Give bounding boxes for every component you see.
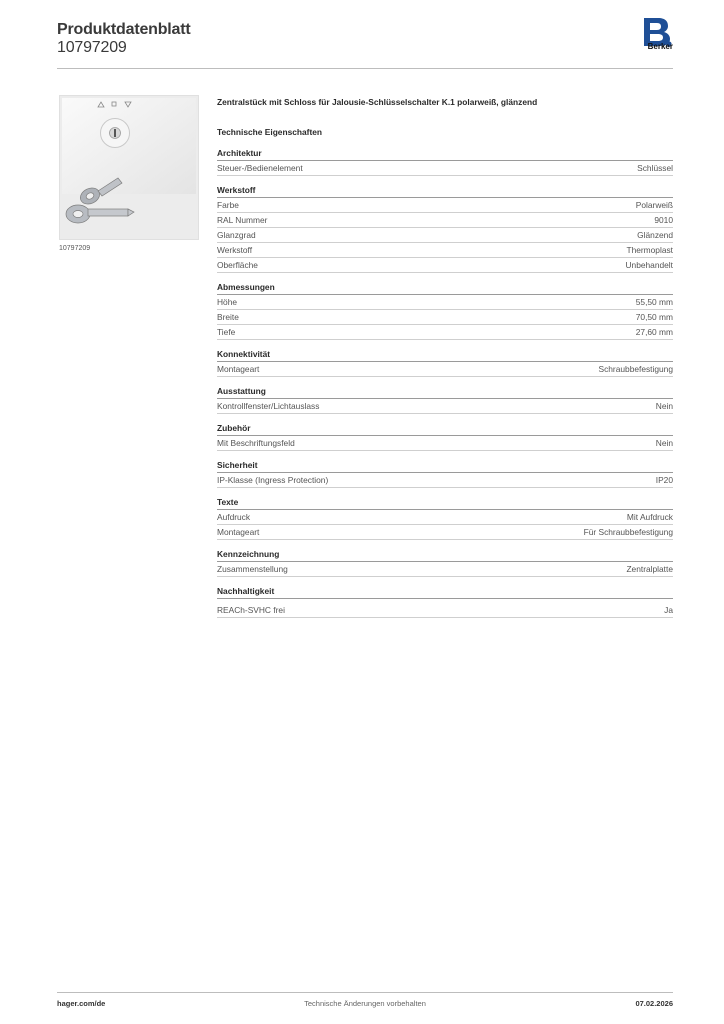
property-row (217, 228, 673, 243)
property-label: Kontrollfenster/Lichtauslass (217, 401, 320, 411)
section-title: Konnektivität (217, 348, 673, 362)
property-row (217, 325, 673, 340)
footer-disclaimer: Technische Änderungen vorbehalten (304, 999, 426, 1008)
property-row (217, 525, 673, 540)
property-row (217, 258, 673, 273)
property-row (217, 562, 673, 577)
brand-name: Berker (647, 42, 673, 51)
property-row (217, 399, 673, 414)
property-label: REACh-SVHC frei (217, 605, 285, 615)
property-row (217, 198, 673, 213)
property-label: Tiefe (217, 327, 236, 337)
property-value: 9010 (654, 215, 673, 225)
page-footer (57, 992, 673, 1017)
property-label: RAL Nummer (217, 215, 268, 225)
property-label: Montageart (217, 364, 260, 374)
section-kennzeichnung (217, 548, 673, 577)
section-title: Architektur (217, 147, 673, 161)
section-title: Texte (217, 496, 673, 510)
property-label: Werkstoff (217, 245, 253, 255)
property-row (217, 362, 673, 377)
property-value: Unbehandelt (625, 260, 673, 270)
property-value: 70,50 mm (635, 312, 673, 322)
section-title: Sicherheit (217, 459, 673, 473)
document-title: Produktdatenblatt (57, 21, 191, 38)
property-label: Höhe (217, 297, 238, 307)
property-row (217, 295, 673, 310)
property-value: Glänzend (637, 230, 673, 240)
footer-website: hager.com/de (57, 999, 106, 1008)
property-value: IP20 (655, 475, 673, 485)
properties-heading: Technische Eigenschaften (217, 127, 323, 137)
property-value: 55,50 mm (635, 297, 673, 307)
property-row (217, 161, 673, 176)
property-value: 27,60 mm (635, 327, 673, 337)
key-switch-product-photo-icon (60, 96, 198, 239)
property-value: Thermoplast (626, 245, 673, 255)
section-title: Zubehör (217, 422, 673, 436)
property-row (217, 243, 673, 258)
section-konnektivitaet (217, 348, 673, 377)
property-value: Polarweiß (635, 200, 673, 210)
footer-date: 07.02.2026 (635, 999, 673, 1008)
property-value: Schlüssel (637, 163, 673, 173)
property-row (217, 510, 673, 525)
property-label: Aufdruck (217, 512, 251, 522)
section-zubehoer (217, 422, 673, 451)
section-texte (217, 496, 673, 540)
product-image (59, 95, 199, 240)
property-row (217, 310, 673, 325)
property-label: Zusammenstellung (217, 564, 288, 574)
section-title: Werkstoff (217, 184, 673, 198)
property-label: Breite (217, 312, 239, 322)
property-row (217, 213, 673, 228)
section-title: Nachhaltigkeit (217, 585, 673, 599)
property-label: IP-Klasse (Ingress Protection) (217, 475, 329, 485)
property-label: Farbe (217, 200, 239, 210)
product-title: Zentralstück mit Schloss für Jalousie-Schlüsselschalter K.1 polarweiß, glänzend (217, 97, 538, 107)
property-label: Mit Beschriftungsfeld (217, 438, 295, 448)
section-sicherheit (217, 459, 673, 488)
section-architektur (217, 147, 673, 176)
property-value: Schraubbefestigung (598, 364, 673, 374)
property-value: Nein (655, 438, 673, 448)
section-ausstattung (217, 385, 673, 414)
document-number: 10797209 (57, 39, 127, 56)
property-row (217, 436, 673, 451)
product-details (217, 95, 673, 618)
image-caption: 10797209 (59, 245, 91, 252)
section-nachhaltigkeit (217, 585, 673, 618)
property-label: Montageart (217, 527, 260, 537)
section-title: Kennzeichnung (217, 548, 673, 562)
property-row (217, 473, 673, 488)
property-value: Nein (655, 401, 673, 411)
property-row (217, 603, 673, 618)
property-value: Ja (664, 605, 673, 615)
property-label: Glanzgrad (217, 230, 256, 240)
section-title: Abmessungen (217, 281, 673, 295)
property-value: Für Schraubbefestigung (583, 527, 673, 537)
property-label: Oberfläche (217, 260, 258, 270)
page-header (57, 20, 673, 69)
section-abmessungen (217, 281, 673, 340)
section-title: Ausstattung (217, 385, 673, 399)
property-value: Mit Aufdruck (626, 512, 673, 522)
property-label: Steuer-/Bedienelement (217, 163, 303, 173)
property-value: Zentralplatte (626, 564, 673, 574)
section-werkstoff (217, 184, 673, 273)
